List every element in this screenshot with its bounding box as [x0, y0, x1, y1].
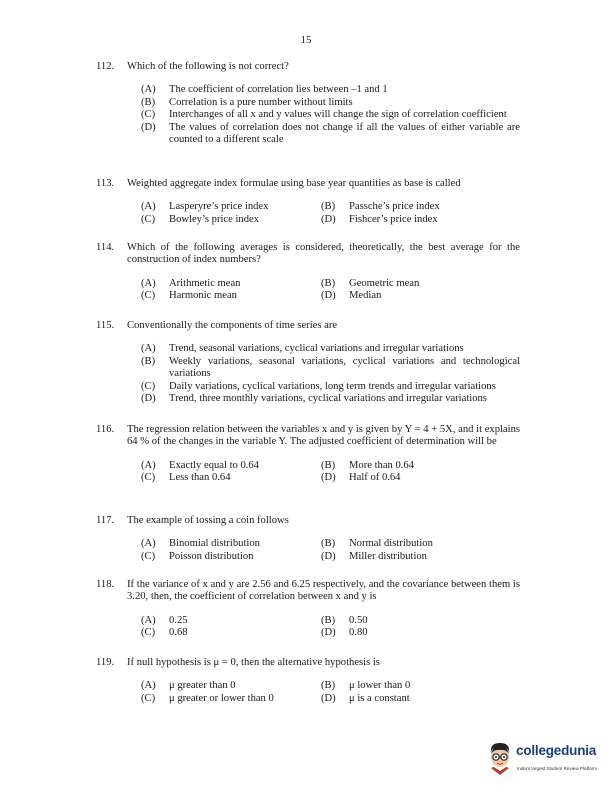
- question-text: Conventionally the components of time series are: [127, 320, 338, 331]
- question-116: [96, 424, 520, 485]
- option-text: μ is a constant: [349, 692, 410, 704]
- option-label: (C): [141, 380, 156, 392]
- option-label: (D): [321, 627, 336, 639]
- option-label: (D): [141, 121, 156, 133]
- options-list: [141, 84, 520, 146]
- student-mascot-icon: [486, 741, 514, 775]
- option-c: [141, 214, 321, 226]
- question-number: 119.: [96, 657, 115, 668]
- collegedunia-logo[interactable]: [486, 741, 604, 777]
- option-label: (B): [141, 96, 156, 108]
- option-text: Lasperyre’s price index: [169, 201, 269, 213]
- option-label: (D): [321, 550, 336, 562]
- question-112: [96, 61, 520, 146]
- option-text: Bowley’s price index: [169, 213, 260, 225]
- option-label: (A): [141, 201, 156, 213]
- option-text: Interchanges of all x and y values will change the sign of correlation coefficient: [169, 109, 507, 121]
- question-text: If null hypothesis is μ = 0, then the alternative hypothesis is: [127, 657, 380, 668]
- question-text: Which of the following averages is considered, theoretically, the best average for the construction of index numbers?: [127, 242, 520, 266]
- option-text: The values of correlation does not change if all the values of either variable are counted to a different scale: [169, 121, 520, 146]
- options-list: [141, 343, 520, 405]
- option-a: [141, 278, 321, 290]
- option-text: Less than 0.64: [169, 472, 231, 484]
- question-number: 117.: [96, 515, 115, 526]
- option-text: 0.68: [169, 627, 188, 639]
- option-text: Fishcer’s price index: [349, 213, 438, 225]
- question-113: [96, 178, 520, 226]
- option-text: 0.80: [349, 627, 368, 639]
- brand-name: collegedunia: [516, 743, 597, 758]
- question-text: Weighted aggregate index formulae using base year quantities as base is called: [127, 178, 461, 189]
- option-label: (D): [321, 472, 336, 484]
- option-text: μ greater than 0: [169, 680, 236, 692]
- option-b: [321, 201, 520, 213]
- option-d: [321, 551, 520, 563]
- option-a: [141, 343, 520, 355]
- option-text: Median: [349, 290, 382, 302]
- option-c: [141, 381, 520, 393]
- option-label: (B): [321, 680, 336, 692]
- option-label: (A): [141, 538, 156, 550]
- option-a: [141, 680, 321, 692]
- options-grid: [141, 201, 520, 226]
- option-b: [141, 97, 520, 109]
- option-text: 0.50: [349, 614, 368, 626]
- option-b: [321, 538, 520, 550]
- option-b: [321, 460, 520, 472]
- option-text: Daily variations, cyclical variations, long term trends and irregular variations: [169, 380, 496, 392]
- option-label: (D): [321, 213, 336, 225]
- option-text: Correlation is a pure number without limits: [169, 96, 353, 108]
- option-label: (C): [141, 290, 156, 302]
- option-text: Binomial distribution: [169, 538, 260, 550]
- option-text: 0.25: [169, 614, 188, 626]
- option-c: [141, 693, 321, 705]
- option-label: (A): [141, 343, 156, 355]
- option-a: [141, 84, 520, 96]
- option-label: (B): [321, 538, 336, 550]
- option-c: [141, 627, 321, 639]
- option-text: Weekly variations, seasonal variations, cyclical variations and technological variations: [169, 355, 520, 380]
- option-label: (D): [141, 393, 156, 405]
- option-d: [321, 290, 520, 302]
- question-118: [96, 579, 520, 640]
- option-label: (C): [141, 550, 156, 562]
- option-b: [321, 680, 520, 692]
- page-number: 15: [300, 34, 312, 46]
- question-text: If the variance of x and y are 2.56 and 6.25 respectively, and the covariance between them is 3.20, then, the coefficient of correlation between x and y is: [127, 579, 520, 603]
- option-a: [141, 460, 321, 472]
- option-label: (A): [141, 614, 156, 626]
- option-text: Trend, three monthly variations, cyclical variations and irregular variations: [169, 393, 487, 405]
- options-grid: [141, 278, 520, 303]
- question-text: Which of the following is not correct?: [127, 61, 289, 72]
- option-d: [141, 393, 520, 405]
- question-number: 115.: [96, 320, 115, 331]
- option-text: Miller distribution: [349, 550, 427, 562]
- option-d: [321, 693, 520, 705]
- option-text: Exactly equal to 0.64: [169, 459, 260, 471]
- options-grid: [141, 680, 520, 705]
- option-label: (D): [321, 290, 336, 302]
- option-text: μ lower than 0: [349, 680, 411, 692]
- option-label: (B): [141, 355, 156, 367]
- question-117: [96, 515, 520, 563]
- option-b: [321, 615, 520, 627]
- option-a: [141, 538, 321, 550]
- option-c: [141, 472, 321, 484]
- option-c: [141, 551, 321, 563]
- option-label: (C): [141, 109, 156, 121]
- question-119: [96, 657, 520, 705]
- option-label: (B): [321, 614, 336, 626]
- option-label: (C): [141, 213, 156, 225]
- option-label: (A): [141, 277, 156, 289]
- option-label: (A): [141, 84, 156, 96]
- option-text: Arithmetic mean: [169, 277, 241, 289]
- option-text: Harmonic mean: [169, 290, 237, 302]
- option-label: (B): [321, 201, 336, 213]
- option-label: (D): [321, 692, 336, 704]
- option-label: (A): [141, 459, 156, 471]
- option-b: [141, 356, 520, 381]
- options-grid: [141, 538, 520, 563]
- option-text: Geometric mean: [349, 277, 420, 289]
- option-text: Half of 0.64: [349, 472, 401, 484]
- option-text: Poisson distribution: [169, 550, 254, 562]
- option-label: (C): [141, 692, 156, 704]
- question-115: [96, 320, 520, 405]
- option-d: [141, 122, 520, 147]
- option-text: Normal distribution: [349, 538, 433, 550]
- question-number: 118.: [96, 579, 115, 590]
- option-label: (B): [321, 459, 336, 471]
- question-number: 112.: [96, 61, 115, 72]
- option-c: [141, 109, 520, 121]
- question-114: [96, 242, 520, 303]
- option-text: The coefficient of correlation lies between –1 and 1: [169, 84, 388, 96]
- question-number: 114.: [96, 242, 115, 253]
- option-label: (C): [141, 627, 156, 639]
- question-number: 116.: [96, 424, 115, 435]
- option-text: Trend, seasonal variations, cyclical variations and irregular variations: [169, 343, 464, 355]
- option-text: Passche’s price index: [349, 201, 440, 213]
- option-text: More than 0.64: [349, 459, 415, 471]
- options-grid: [141, 615, 520, 640]
- question-text: The example of tossing a coin follows: [127, 515, 289, 526]
- option-d: [321, 214, 520, 226]
- options-grid: [141, 460, 520, 485]
- option-d: [321, 472, 520, 484]
- option-label: (C): [141, 472, 156, 484]
- option-a: [141, 201, 321, 213]
- option-c: [141, 290, 321, 302]
- option-d: [321, 627, 520, 639]
- option-label: (B): [321, 277, 336, 289]
- brand-tagline: India's largest Student Review Platform: [517, 766, 598, 771]
- question-text: The regression relation between the variables x and y is given by Y = 4 + 5X, and it explains 64 % of the changes in the variable Y. The adjusted coefficient of determination will be: [127, 424, 520, 448]
- question-number: 113.: [96, 178, 115, 189]
- option-a: [141, 615, 321, 627]
- option-label: (A): [141, 680, 156, 692]
- option-text: μ greater or lower than 0: [169, 692, 274, 704]
- option-b: [321, 278, 520, 290]
